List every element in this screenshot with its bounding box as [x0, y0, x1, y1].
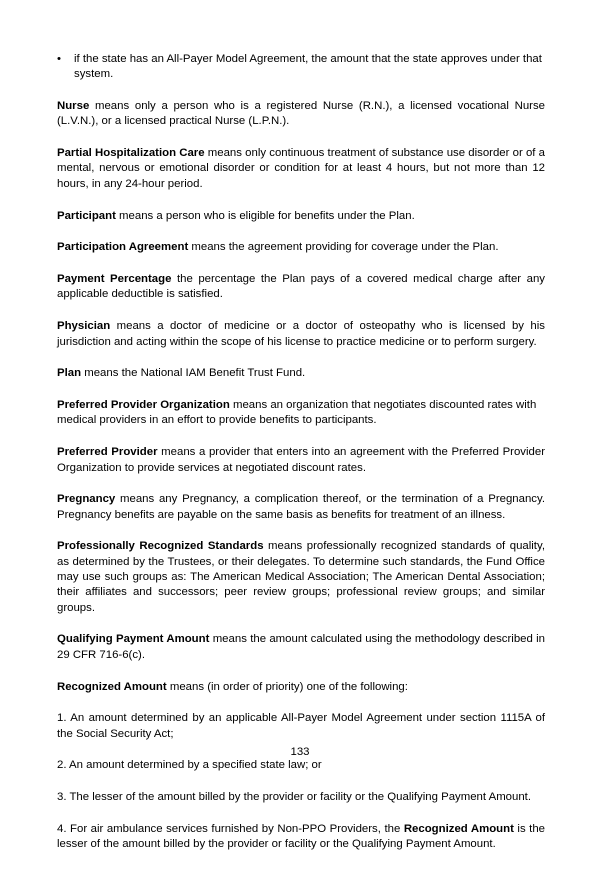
bullet-dot-icon: •	[57, 53, 61, 65]
definition-term: Preferred Provider	[57, 446, 158, 459]
numbered-item-2: 2. An amount determined by a specified state law; or	[57, 759, 322, 772]
definition-text: means the amount calculated using the methodology described in 29 CFR 716-6(c).	[57, 633, 545, 661]
definition-text: means an organization that negotiates discounted rates with medical providers in an effort to provide benefits to participants.	[57, 399, 537, 427]
page-number: 133	[290, 746, 310, 758]
definition-text: means a person who is eligible for benefits under the Plan.	[115, 209, 415, 222]
definition-text: means a provider that enters into an agreement with the Preferred Provider Organization to provide services at negotiated discount rates.	[57, 446, 545, 474]
definition-physician	[57, 319, 545, 350]
item4-post-text: is the lesser of the amount billed by the provider or facility or the Qualifying Payment Amount.	[57, 823, 546, 851]
definition-term: Participant	[57, 209, 116, 222]
definition-term: Qualifying Payment Amount	[57, 633, 210, 646]
definition-term: Preferred Provider Organization	[57, 399, 230, 412]
numbered-item-3: 3. The lesser of the amount billed by the provider or facility or the Qualifying Payment Amount.	[57, 791, 532, 804]
definition-term: Plan	[57, 367, 82, 380]
definition-text: means only continuous treatment of substance use disorder or of a mental, nervous or emotional disorder or condition for at least 4 hours, but not more than 12 hours, in any 24-hour period.	[57, 147, 545, 190]
definition-term: Partial Hospitalization Care	[57, 147, 205, 160]
definition-payment-percentage	[57, 272, 545, 303]
definition-term: Physician	[57, 320, 111, 333]
definition-plan	[57, 366, 545, 381]
bullet-item	[57, 52, 545, 83]
definition-term: Participation Agreement	[57, 241, 189, 254]
definition-term: Pregnancy	[57, 493, 116, 506]
definition-partial-hospitalization-care	[57, 146, 545, 192]
definition-text: means a doctor of medicine or a doctor of osteopathy who is licensed by his jurisdiction and acting within the scope of his license to practice medicine or to perform surgery.	[57, 320, 545, 348]
definition-professionally-recognized-standards	[57, 539, 545, 615]
definition-pregnancy	[57, 492, 545, 523]
definition-participant	[57, 209, 545, 224]
numbered-item-4	[57, 822, 545, 853]
definition-participation-agreement	[57, 240, 545, 255]
definition-text: means (in order of priority) one of the following:	[166, 680, 408, 693]
definition-preferred-provider	[57, 445, 545, 476]
definition-text: the percentage the Plan pays of a covered medical charge after any applicable deductible is satisfied.	[57, 273, 545, 301]
numbered-item-1: 1. An amount determined by an applicable All-Payer Model Agreement under section 1115A of the Social Security Act;	[57, 712, 545, 740]
definition-term: Nurse	[57, 100, 90, 113]
bullet-text: if the state has an All-Payer Model Agreement, the amount that the state approves under that system.	[74, 53, 542, 81]
definition-term: Recognized Amount	[57, 680, 167, 693]
definition-term: Professionally Recognized Standards	[57, 540, 264, 553]
definition-recognized-amount	[57, 680, 545, 695]
definition-text: means the agreement providing for coverage under the Plan.	[188, 241, 499, 254]
definition-qualifying-payment-amount	[57, 632, 545, 663]
item4-bold-text: Recognized Amount	[403, 823, 514, 835]
definition-text: means only a person who is a registered Nurse (R.N.), a licensed vocational Nurse (L.V.N.), or a licensed practical Nurse (L.P.N.).	[57, 100, 545, 128]
definition-text: means the National IAM Benefit Trust Fund.	[81, 367, 306, 380]
definition-preferred-provider-organization	[57, 398, 545, 429]
item4-pre-text: 4. For air ambulance services furnished by Non-PPO Providers, the	[57, 823, 404, 835]
definition-text: means professionally recognized standards of quality, as determined by the Trustees, or their delegates. To determine such standards, the Fund Office may use such groups as: The American Medical Association; The American Dental Association; their affiliates and successors; peer review groups; professional review groups; and similar groups.	[57, 540, 545, 614]
definition-nurse	[57, 99, 545, 130]
definition-text: means any Pregnancy, a complication thereof, or the termination of a Pregnancy. Pregnancy benefits are payable on the same basis as benefits for treatment of an illness.	[57, 493, 545, 521]
definition-term: Payment Percentage	[57, 273, 172, 286]
